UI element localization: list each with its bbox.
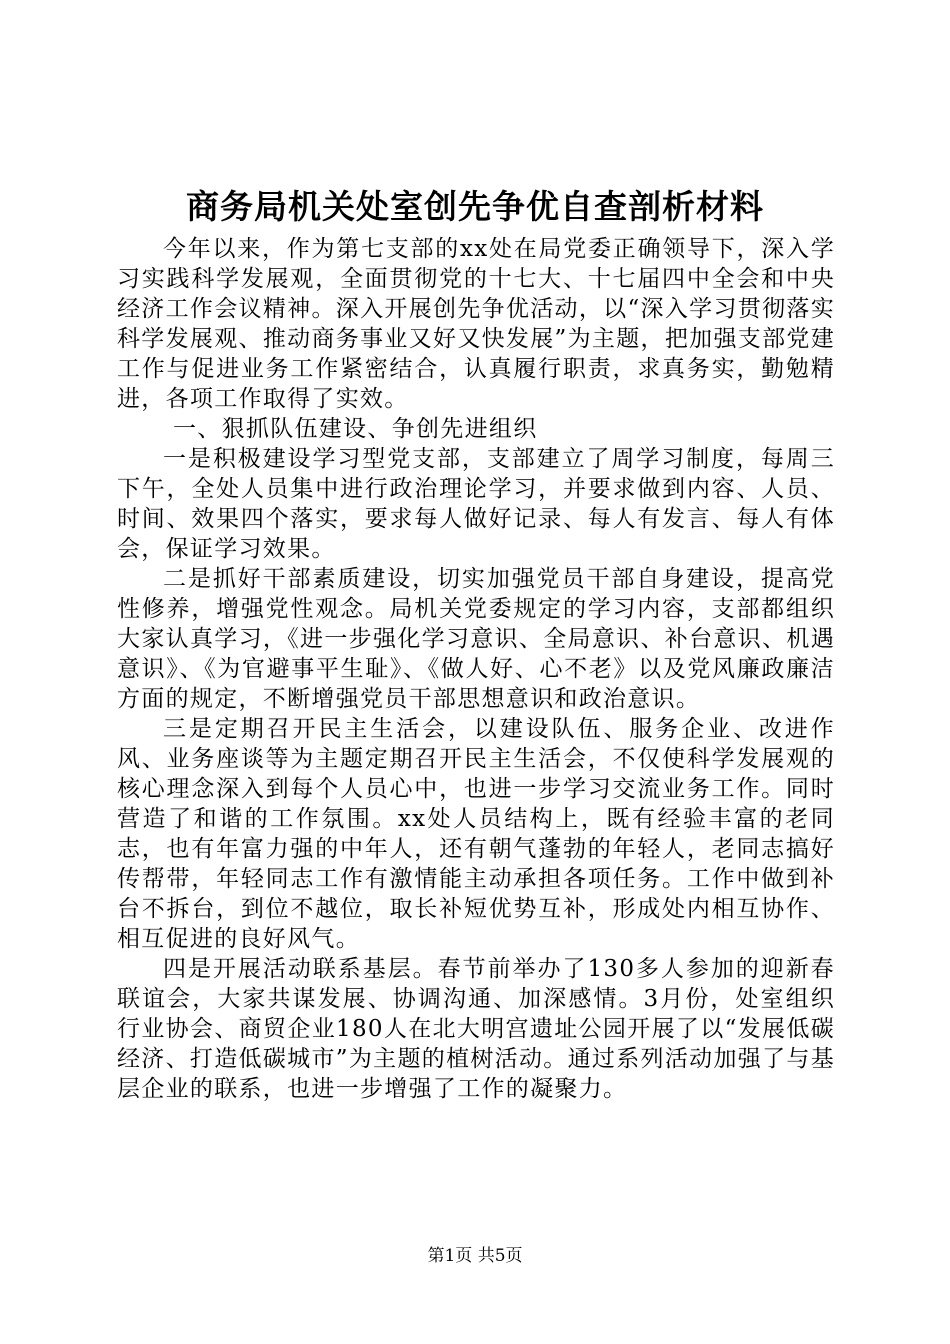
paragraph-meeting: 三是定期召开民主生活会，以建设队伍、服务企业、改进作风、业务座谈等为主题定期召开民主生活会，不仅使科学发展观的核心理念深入到每个人员心中，也进一步学习交流业务工作。同时营造了和谐的工作氛围。xx处人员结构上，既有经验丰富的老同志，也有年富力强的中年人，还有朝气蓬勃的年轻人，老同志搞好传帮带，年轻同志工作有激情能主动承担各项任务。工作中做到补台不拆台，到位不越位，取长补短优势互补，形成处内相互协作、相互促进的良好风气。	[117, 716, 835, 952]
document-title: 商务局机关处室创先争优自查剖析材料	[186, 187, 764, 226]
paragraph-activities: 四是开展活动联系基层。春节前举办了130多人参加的迎新春联谊会，大家共谋发展、协调沟通、加深感情。3月份，处室组织行业协会、商贸企业180人在北大明宫遗址公园开展了以“发展低碳经济、打造低碳城市”为主题的植树活动。通过系列活动加强了与基层企业的联系，也进一步增强了工作的凝聚力。	[117, 956, 835, 1102]
paragraph-study: 一是积极建设学习型党支部，支部建立了周学习制度，每周三下午，全处人员集中进行政治理论学习，并要求做到内容、人员、时间、效果四个落实，要求每人做好记录、每人有发言、每人有体会，保证学习效果。	[117, 446, 835, 562]
document-body	[117, 234, 835, 1104]
paragraph-intro: 今年以来，作为第七支部的xx处在局党委正确领导下，深入学习实践科学发展观，全面贯彻党的十七大、十七届四中全会和中央经济工作会议精神。深入开展创先争优活动，以“深入学习贯彻落实科学发展观、推动商务事业又好又快发展”为主题，把加强支部党建工作与促进业务工作紧密结合，认真履行职责，求真务实，勤勉精进，各项工作取得了实效。	[117, 236, 835, 412]
paragraph-quality: 二是抓好干部素质建设，切实加强党员干部自身建设，提高党性修养，增强党性观念。局机关党委规定的学习内容，支部都组织大家认真学习，《进一步强化学习意识、全局意识、补台意识、机遇意识》、《为官避事平生耻》、《做人好、心不老》以及党风廉政廉洁方面的规定，不断增强党员干部思想意识和政治意识。	[117, 566, 835, 712]
page-footer: 第1页 共5页	[427, 1246, 523, 1266]
section-heading: 一、狠抓队伍建设、争创先进组织	[173, 416, 538, 442]
